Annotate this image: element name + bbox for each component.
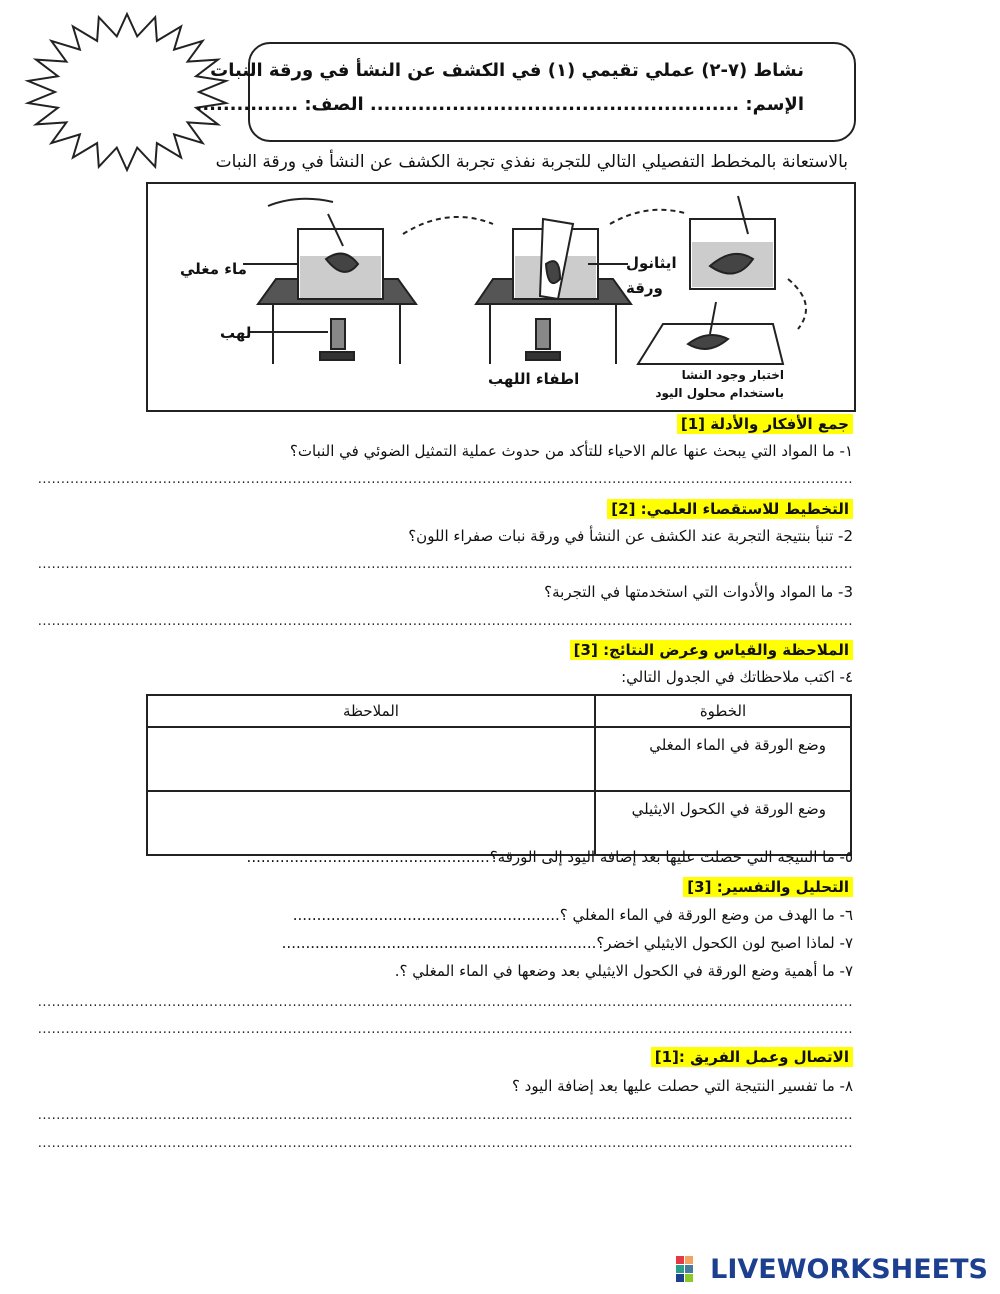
- section-5-points: [1]: [654, 1048, 679, 1066]
- answer-line-3[interactable]: ................................................................................................................................................................................: [37, 614, 853, 629]
- title-box: [248, 42, 856, 142]
- label-flame: لهب: [220, 324, 252, 342]
- header-step: الخطوة: [595, 695, 851, 727]
- label-extinguish: اطفاء اللهب: [488, 370, 580, 388]
- row2-observation-cell[interactable]: [147, 791, 595, 855]
- brand-name: LIVEWORKSHEETS: [710, 1253, 988, 1285]
- section-2-title: التخطيط للاستقصاء العلمي:: [640, 500, 849, 518]
- answer-line-1[interactable]: ................................................................................................................................................................................: [37, 472, 853, 487]
- logo-icon: [674, 1254, 704, 1284]
- section-4-title: التحليل والتفسير:: [716, 878, 849, 896]
- section-4-points: [3]: [687, 878, 712, 896]
- section-1-points: [1]: [680, 415, 706, 433]
- experiment-diagram: [146, 182, 856, 412]
- section-heading-4: [683, 877, 853, 896]
- label-ethanol: ايثانول: [626, 254, 677, 272]
- section-heading-2: [607, 499, 853, 518]
- table-header-row: [147, 695, 851, 727]
- question-7b: ٧- ما أهمية وضع الورقة في الكحول الايثيلي بعد وضعها في الماء المغلي ؟.: [394, 962, 853, 980]
- section-2-points: [2]: [611, 500, 636, 518]
- question-3: 3- ما المواد والأدوات التي استخدمتها في التجربة؟: [544, 583, 853, 601]
- activity-title: نشاط (٧-٢) عملي تقيمي (١) في الكشف عن النشأ في ورقة النبات: [210, 60, 804, 81]
- section-heading-5: [651, 1047, 853, 1066]
- header-observation: الملاحظة: [147, 695, 595, 727]
- liveworksheets-logo: [674, 1252, 988, 1286]
- label-leaf: ورقة: [626, 279, 663, 297]
- section-3-points: [3]: [573, 641, 598, 659]
- answer-line-7b[interactable]: ................................................................................................................................................................................: [37, 1022, 853, 1037]
- label-test-2: باستخدام محلول اليود: [655, 386, 784, 400]
- question-4: ٤- اكتب ملاحظاتك في الجدول التالي:: [621, 668, 853, 686]
- answer-line-8a[interactable]: ................................................................................................................................................................................: [37, 1108, 853, 1123]
- intro-text: بالاستعانة بالمخطط التفصيلي التالي للتجربة نفذي تجربة الكشف عن النشأ في ورقة النبات: [215, 152, 848, 172]
- question-2: 2- تنبأ بنتيجة التجربة عند الكشف عن النشأ في ورقة نبات صفراء اللون؟: [408, 527, 853, 545]
- row2-step: وضع الورقة في الكحول الايثيلي: [595, 791, 851, 855]
- name-class-line: الإسم: ...................................................... الصف: ...............: [195, 94, 804, 115]
- section-heading-1: [677, 414, 853, 433]
- answer-line-2[interactable]: ................................................................................................................................................................................: [37, 557, 853, 572]
- row1-observation-cell[interactable]: [147, 727, 595, 791]
- answer-line-7a[interactable]: ................................................................................................................................................................................: [37, 995, 853, 1010]
- table-row: [147, 727, 851, 791]
- question-1: ١- ما المواد التي يبحث عنها عالم الاحياء للتأكد من حدوث عملية التمثيل الضوئي في النبات؟: [289, 442, 853, 460]
- label-boiling-water: ماء مغلي: [180, 260, 247, 278]
- row1-step: وضع الورقة في الماء المغلي: [595, 727, 851, 791]
- label-test-1: اختبار وجود النشا: [681, 368, 784, 382]
- starburst-shape: [20, 10, 235, 175]
- table-row: [147, 791, 851, 855]
- section-3-title: الملاحظة والقياس وعرض النتائج:: [603, 641, 849, 659]
- question-5: ٥- ما النتيجة التي حصلت عليها بعد إضافة اليود إلى الورقة؟...................................................: [246, 848, 853, 866]
- section-1-title: جمع الأفكار والأدلة: [710, 415, 849, 433]
- question-6: ٦- ما الهدف من وضع الورقة في الماء المغلي ؟........................................................: [292, 906, 853, 924]
- answer-line-8b[interactable]: ................................................................................................................................................................................: [37, 1136, 853, 1151]
- section-heading-3: [570, 640, 853, 659]
- question-8: ٨- ما تفسير النتيجة التي حصلت عليها بعد إضافة اليود ؟: [511, 1077, 853, 1095]
- question-7a: ٧- لماذا اصبح لون الكحول الايثيلي اخضر؟..................................................................: [281, 934, 853, 952]
- observation-table: [146, 694, 852, 856]
- section-5-title: الاتصال وعمل الفريق :: [678, 1048, 849, 1066]
